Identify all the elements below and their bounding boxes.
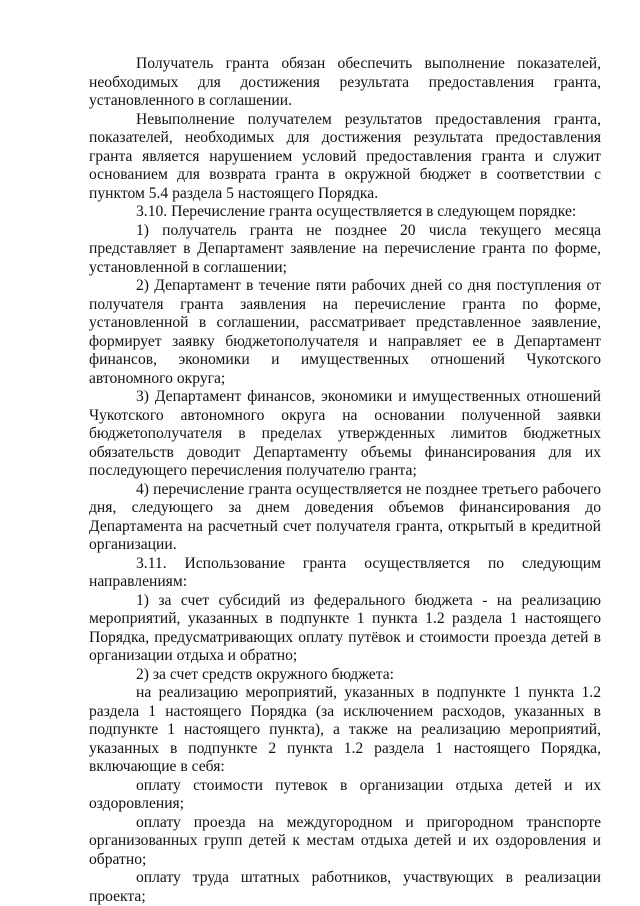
paragraph-3-10-item-3: 3) Департамент финансов, экономики и имущественных отношений Чукотского автономного округа на основании полученной заявки бюджетополучателя в пределах утвержденных лимитов бюджетных обязательств доводит Департаменту объемы финансирования для их последующего перечисления получателю гранта; <box>89 388 601 479</box>
paragraph-3-10-heading: 3.10. Перечисление гранта осуществляется в следующем порядке: <box>136 203 577 220</box>
paragraph-3-11-item-2: 2) за счет средств окружного бюджета: <box>136 665 394 683</box>
paragraph-obligation: Получатель гранта обязан обеспечить выполнение показателей, необходимых для достижения результата предоставления гранта, установленного в соглашении. <box>89 55 601 109</box>
paragraph-3-11-item-1: 1) за счет субсидий из федерального бюджета - на реализацию мероприятий, указанных в подпункте 1 пункта 1.2 раздела 1 настоящего Порядка, предусматривающих оплату путёвок и стоимости проезда детей в организации отдыха и обратно; <box>89 591 601 664</box>
paragraph-regional-measures: на реализацию мероприятий, указанных в подпункте 1 пункта 1.2 раздела 1 настоящего Порядка (за исключением расходов, указанных в подпункте 1 настоящего пункта), а также на реализацию мероприятий, указанных в подпункте 2 пункта 1.2 раздела 1 настоящего Порядка, включающие в себя: <box>89 684 601 775</box>
paragraph-payment-vouchers: оплату стоимости путевок в организации отдыха детей и их оздоровления; <box>89 776 601 812</box>
paragraph-payment-travel: оплату проезда на междугородном и пригородном транспорте организованных групп детей к местам отдыха детей и их оздоровления и обратно; <box>89 813 601 868</box>
document-page <box>89 55 601 906</box>
paragraph-3-10-item-4: 4) перечисление гранта осуществляется не позднее третьего рабочего дня, следующего за днем доведения объемов финансирования до Департамента на расчетный счет получателя гранта, открытый в кредитной организации. <box>89 480 601 553</box>
paragraph-payment-staff: оплату труда штатных работников, участвующих в реализации проекта; <box>89 869 601 905</box>
paragraph-3-11-heading: 3.11. Использование гранта осуществляется по следующим направлениям: <box>89 554 601 590</box>
paragraph-non-fulfillment: Невыполнение получателем результатов предоставления гранта, показателей, необходимых для достижения результата предоставления гранта является нарушением условий предоставления гранта и служит основанием для возврата гранта в окружной бюджет в соответствии с пунктом 5.4 раздела 5 настоящего Порядка. <box>89 110 601 202</box>
paragraph-3-10-item-1: 1) получатель гранта не позднее 20 числа текущего месяца представляет в Департамент заявление на перечисление гранта по форме, установленной в соглашении; <box>89 221 601 276</box>
paragraph-3-10-item-2: 2) Департамент в течение пяти рабочих дней со дня поступления от получателя гранта заявления на перечисление гранта по форме, установленной в соглашении, рассматривает представленное заявление, формирует заявку бюджетополучателя и направляет ее в Департамент финансов, экономики и имущественных отношений Чукотского автономного округа; <box>89 277 601 387</box>
